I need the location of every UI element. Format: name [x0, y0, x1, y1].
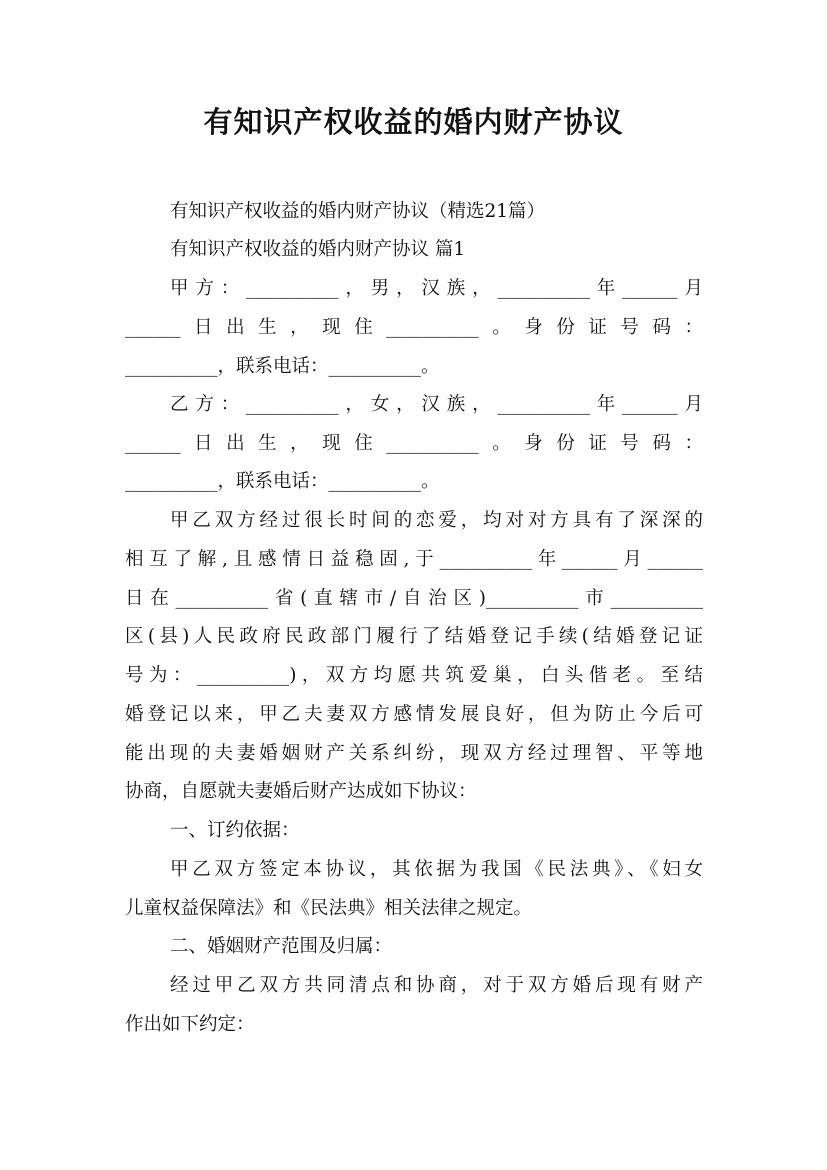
party-a-line-1: 甲方：__________，男，汉族，__________年______月: [170, 278, 703, 299]
paragraph-line: 婚登记以来，甲乙夫妻双方感情发展良好，但为防止今后可: [125, 704, 703, 725]
clause-1-line-1: 甲乙双方签定本协议，其依据为我国《民法典》、《妇女: [170, 859, 703, 880]
party-b-line-2: ______日出生，现住__________。身份证号码：: [125, 433, 703, 454]
paragraph-line: 协商，自愿就夫妻婚后财产达成如下协议：: [125, 781, 477, 802]
clause-2-line-2: 作出如下约定：: [125, 1014, 255, 1035]
clause-2-line-1: 经过甲乙双方共同清点和协商，对于双方婚后现有财产: [170, 975, 703, 996]
party-b-line-3: __________，联系电话：__________。: [125, 471, 440, 492]
party-b-line-1: 乙方：__________，女，汉族，__________年______月: [170, 394, 703, 415]
subtitle-line: 有知识产权收益的婚内财产协议（精选21篇）: [170, 201, 546, 222]
clause-heading-2: 二、婚姻财产范围及归属：: [170, 936, 393, 957]
paragraph-line: 号为：__________)，双方均愿共筑爱巢，白头偕老。至结: [125, 665, 703, 686]
section-heading: 有知识产权收益的婚内财产协议 篇1: [170, 239, 466, 260]
paragraph-line: 区(县)人民政府民政部门履行了结婚登记手续(结婚登记证: [125, 626, 703, 647]
party-a-line-2: ______日出生，现住__________。身份证号码：: [125, 317, 703, 338]
document-title: 有知识产权收益的婚内财产协议: [203, 105, 624, 139]
paragraph-line: 日在__________省(直辖市/自治区)__________市__________: [125, 588, 703, 609]
paragraph-line: 能出现的夫妻婚姻财产关系纠纷，现双方经过理智、平等地: [125, 743, 703, 764]
paragraph-line: 甲乙双方经过很长时间的恋爱，均对对方具有了深深的: [170, 510, 703, 531]
paragraph-line: 相互了解,且感情日益稳固,于__________年______月______: [125, 549, 703, 570]
party-a-line-3: __________，联系电话：__________。: [125, 356, 440, 377]
clause-heading-1: 一、订约依据：: [170, 820, 300, 841]
clause-1-line-2: 儿童权益保障法》和《民法典》相关法律之规定。: [125, 898, 533, 919]
